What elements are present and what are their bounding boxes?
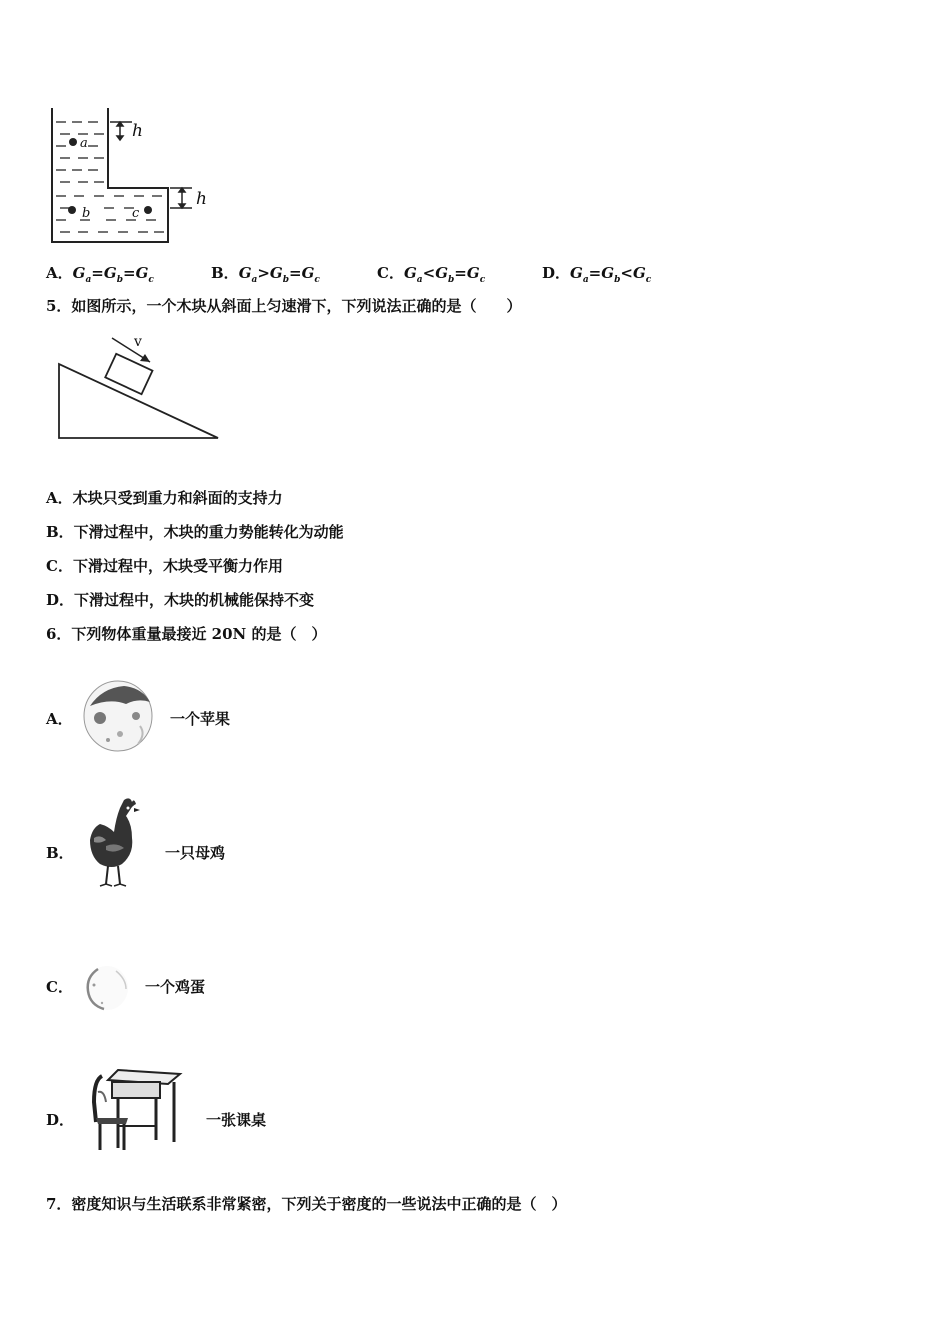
q4-option-b[interactable]: B．$G_a>G_b=G_c$: [211, 264, 320, 285]
q4-option-a[interactable]: A．$G_a=G_b=G_c$: [46, 264, 154, 285]
q5-option-b[interactable]: B．下滑过程中，木块的重力势能转化为动能: [46, 523, 344, 541]
q4-option-c[interactable]: C．$G_a<G_b=G_c$: [377, 264, 486, 285]
q4-b-label: b: [82, 206, 91, 221]
desk-icon: [88, 1062, 188, 1154]
q4-c-label: c: [132, 206, 140, 221]
q6-option-d-text[interactable]: 一张课桌: [206, 1111, 267, 1129]
q6-option-a-text[interactable]: 一个苹果: [170, 710, 231, 728]
q4-h-right-label: h: [196, 189, 207, 209]
q6-stem: 6．下列物体重量最接近 20N 的是（ ）: [46, 625, 327, 643]
q6-option-c-letter[interactable]: C．: [46, 978, 73, 996]
q5-option-c[interactable]: C．下滑过程中，木块受平衡力作用: [46, 557, 283, 575]
apple-icon: [80, 676, 160, 756]
q6-option-d-letter[interactable]: D．: [46, 1111, 75, 1129]
egg-icon: [82, 963, 132, 1013]
hen-icon: [86, 794, 146, 890]
q4-option-b-text: $G_a>G_b=G_c$: [238, 264, 320, 285]
q4-a-label: a: [80, 136, 88, 151]
q5-option-d[interactable]: D．下滑过程中，木块的机械能保持不变: [46, 591, 315, 609]
q4-h-top-label: h: [132, 121, 143, 141]
q6-option-b-letter[interactable]: B．: [46, 844, 74, 862]
q7-stem: 7．密度知识与生活联系非常紧密，下列关于密度的一些说法中正确的是（ ）: [46, 1195, 567, 1213]
q5-velocity-label: v: [134, 334, 142, 350]
q4-option-c-text: $G_a<G_b=G_c$: [403, 264, 486, 285]
q4-option-d[interactable]: D．$G_a=G_b<G_c$: [542, 264, 652, 285]
q6-option-a-letter[interactable]: A．: [46, 710, 73, 728]
q4-option-d-text: $G_a=G_b<G_c$: [570, 264, 652, 285]
q6-option-c-text[interactable]: 一个鸡蛋: [145, 978, 206, 996]
q6-option-b-text[interactable]: 一只母鸡: [165, 844, 226, 862]
q4-option-a-text: $G_a=G_b=G_c$: [72, 264, 154, 285]
q5-option-a[interactable]: A．木块只受到重力和斜面的支持力: [46, 489, 283, 507]
q5-stem: 5．如图所示，一个木块从斜面上匀速滑下，下列说法正确的是（ ）: [46, 297, 522, 315]
